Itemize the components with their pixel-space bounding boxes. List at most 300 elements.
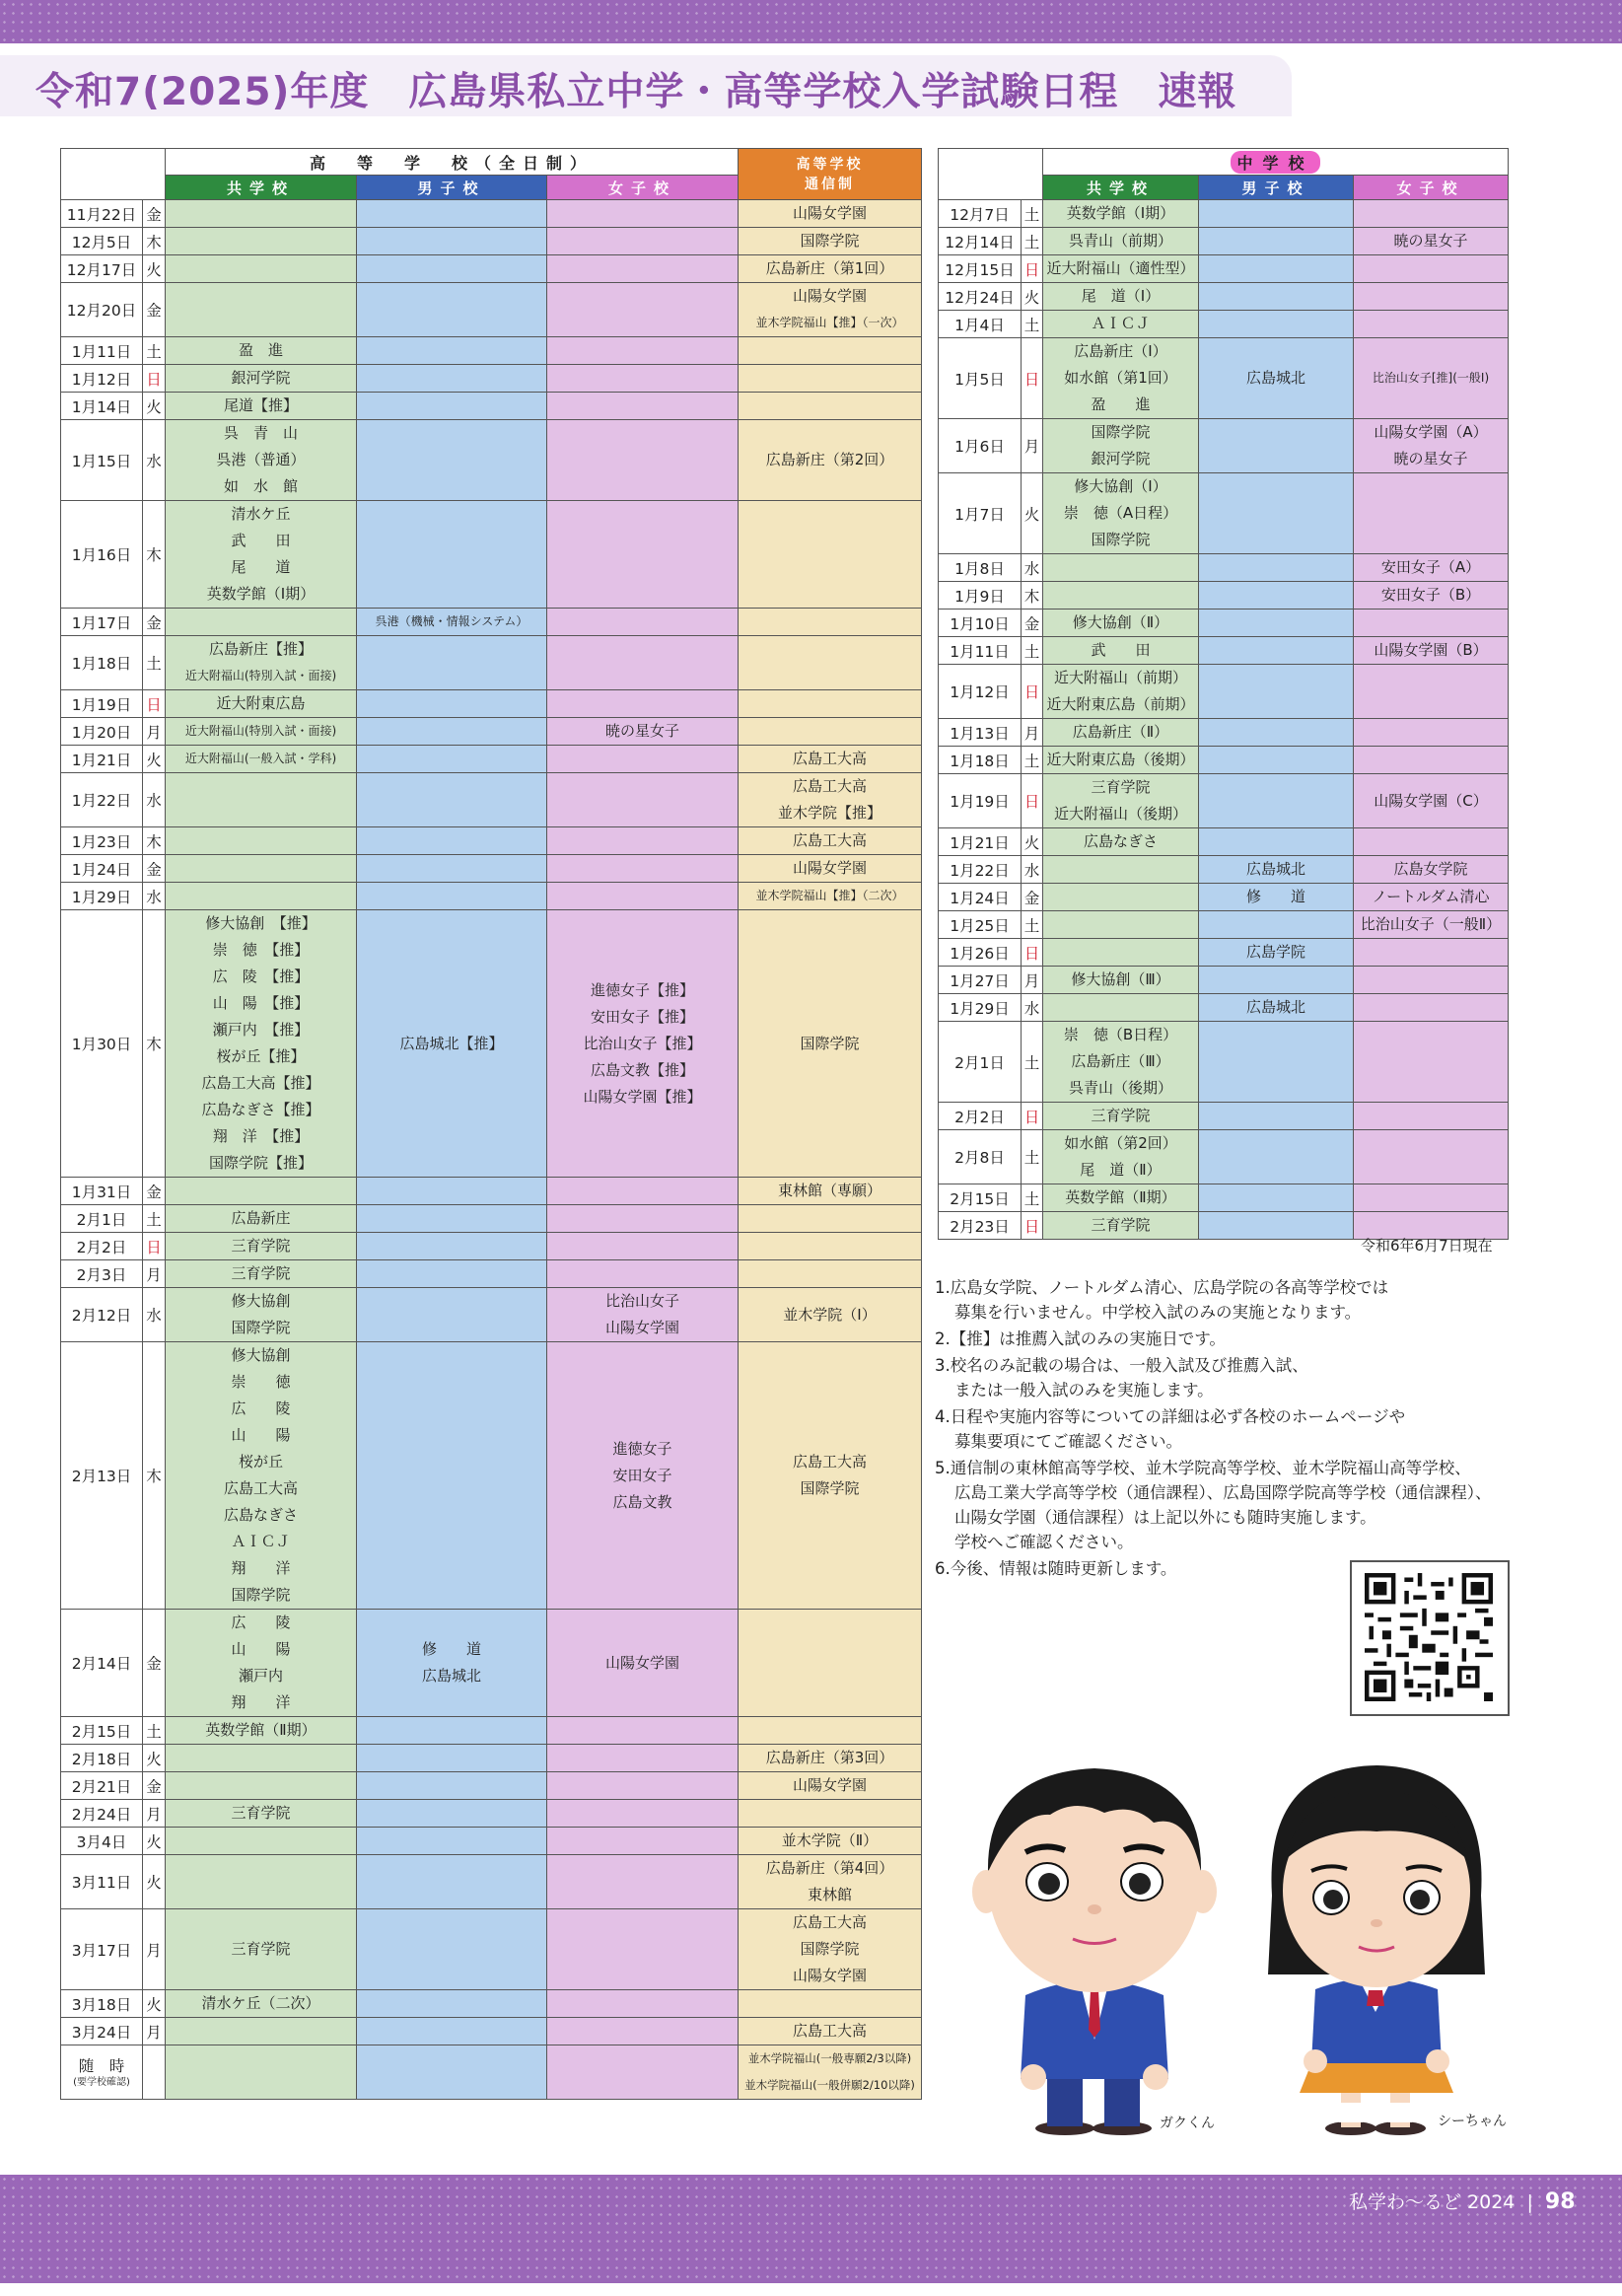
cell-coed [1043,828,1199,856]
weekday-cell: 月 [1022,719,1043,747]
date-label: 1月17日 [71,613,132,632]
date-label: 1月13日 [950,724,1010,743]
school-name: 修大協創 [231,1292,291,1310]
cell-boys [357,773,547,827]
weekday-cell: 金 [143,283,166,337]
school-name: 崇 徳 【推】 [212,941,310,959]
date-cell [939,554,1022,582]
school-name: 暁の星女子 [604,722,679,740]
cell-coed [166,690,357,718]
cell-girls [1354,774,1509,828]
cell-corr [739,827,922,855]
schedule-row [61,1205,922,1233]
date-cell [939,967,1022,994]
school-name: 広島城北【推】 [399,1034,504,1052]
school-name: 並木学院福山(一般専願2/3以降) [747,2051,912,2065]
cell-boys [357,420,547,501]
weekday-cell: 日 [1022,255,1043,283]
date-cell [61,420,143,501]
note-item [935,1353,1526,1402]
schedule-row [61,1745,922,1772]
school-name: 東林館 [807,1886,852,1903]
schedule-row [61,883,922,910]
weekday-cell: 木 [143,228,166,255]
jh-header-cell [1043,149,1509,176]
cell-coed [1043,582,1199,610]
cell-corr [739,1772,922,1800]
cell-coed [1043,637,1199,665]
cell-corr [739,2045,922,2100]
cell-boys [357,1855,547,1909]
date-label: 2月3日 [76,1265,127,1284]
cell-girls [1354,338,1509,419]
cell-boys [1199,747,1354,774]
cell-girls [1354,1130,1509,1184]
date-cell [939,828,1022,856]
cell-coed [1043,939,1199,967]
school-name: 銀河学院 [231,369,291,387]
cell-girls [547,2018,739,2045]
school-name: 広島新庄 [231,1209,291,1227]
school-name: 山 陽 【推】 [212,994,310,1012]
date-label: 1月18日 [71,655,132,673]
school-name: 並木学院（Ⅰ） [783,1305,877,1324]
weekday-cell: 土 [1022,1130,1043,1184]
school-name: 三育学院 [1091,778,1151,796]
note-line: 山陽女学園（通信課程）は上記以外にも随時実施します。 [954,1508,1376,1527]
weekday-cell: 金 [1022,884,1043,911]
school-name: 清水ケ丘（二次） [201,1994,320,2012]
schedule-row [61,773,922,827]
cell-boys [1199,1212,1354,1240]
school-name: 山 陽 [231,1640,291,1658]
schedule-row [61,1610,922,1717]
high-school-schedule-table [60,148,922,2100]
schedule-row [61,746,922,773]
cell-boys [1199,1184,1354,1212]
schedule-row [61,228,922,255]
cell-corr [739,2018,922,2045]
date-cell [61,1828,143,1855]
date-cell [939,637,1022,665]
date-cell [61,1855,143,1909]
date-cell [61,283,143,337]
cell-boys [357,283,547,337]
date-cell [939,473,1022,554]
cell-boys [357,1610,547,1717]
girl-character-name: シーちゃん [1438,2114,1507,2129]
cell-coed [166,910,357,1178]
note-item [935,1327,1526,1351]
date-cell [61,1610,143,1717]
school-name: 国際学院 [1091,423,1151,441]
cell-boys [357,690,547,718]
cell-girls [1354,228,1509,255]
cell-coed [166,1855,357,1909]
date-label: 1月7日 [954,505,1005,524]
weekday-cell: 日 [1022,1212,1043,1240]
schedule-row [61,609,922,636]
cell-boys [357,855,547,883]
date-cell [61,1205,143,1233]
date-label: 12月15日 [945,260,1015,279]
cell-boys [357,2045,547,2100]
cell-coed [166,1990,357,2018]
cell-coed [166,636,357,690]
cell-girls [547,1828,739,1855]
schedule-row [939,967,1509,994]
date-label: 1月25日 [950,916,1010,935]
cell-coed [166,1233,357,1260]
school-name: 山陽女学園 [792,287,867,305]
weekday-cell: 月 [143,2018,166,2045]
note-line: 6.今後、情報は随時更新します。 [935,1559,1177,1578]
cell-girls [1354,828,1509,856]
weekday-cell: 木 [143,910,166,1178]
date-label: 12月7日 [950,205,1010,224]
date-label: 1月9日 [954,587,1005,606]
date-cell [939,994,1022,1022]
schedule-row [939,747,1509,774]
schedule-row [61,1772,922,1800]
cell-boys [357,827,547,855]
cell-coed [1043,255,1199,283]
school-name: 国際学院 [800,1479,860,1497]
date-label: 1月8日 [954,559,1005,578]
school-name: 翔 洋 [231,1559,291,1577]
schedule-row [939,1103,1509,1130]
cell-girls [547,827,739,855]
cell-girls [547,1990,739,2018]
cell-girls [1354,255,1509,283]
cell-girls [1354,610,1509,637]
cell-girls [547,200,739,228]
cell-coed [166,255,357,283]
cell-corr [739,1178,922,1205]
cell-girls [547,1800,739,1828]
cell-corr [739,883,922,910]
school-name: 比治山女子【推】 [583,1034,702,1052]
cell-coed [166,718,357,746]
date-cell [939,228,1022,255]
cell-girls [547,718,739,746]
page-title: 令和7(2025)年度 広島県私立中学・高等学校入学試験日程 速報 [35,70,1237,114]
school-name: 広島工大高 [792,750,867,767]
cell-corr [739,365,922,393]
cell-girls [547,337,739,365]
school-name: 山陽女学園（C） [1374,791,1488,810]
weekday-cell: 火 [143,746,166,773]
cell-boys [357,200,547,228]
date-label: 3月11日 [71,1874,132,1892]
cell-girls [1354,1022,1509,1103]
date-cell [61,1288,143,1342]
cell-boys [357,1178,547,1205]
weekday-cell: 土 [143,1205,166,1233]
date-label: 3月18日 [71,1995,132,2014]
hs-table-body [61,200,922,2100]
weekday-cell: 火 [1022,283,1043,311]
schedule-row [939,994,1509,1022]
note-line: 学校へご確認ください。 [954,1533,1134,1551]
school-name: 国際学院 [1091,531,1151,548]
school-name: 安田女子（B） [1380,586,1481,604]
boy-character-name: ガクくん [1160,2116,1215,2131]
date-cell [939,884,1022,911]
school-name: 広島城北 [1245,369,1305,387]
cell-corr [739,501,922,609]
schedule-row [939,774,1509,828]
cell-boys [357,1205,547,1233]
cell-girls [547,1717,739,1745]
school-name: 英数学館（Ⅰ期） [1066,204,1175,222]
school-name: 山陽女学園 [792,1776,867,1794]
cell-coed [166,1828,357,1855]
cell-girls [547,690,739,718]
cell-coed [166,773,357,827]
date-cell [61,773,143,827]
cell-girls [547,1772,739,1800]
school-name: 桜が丘 [238,1453,283,1471]
weekday-cell: 月 [1022,419,1043,473]
jh-header-girls: 女子校 [1354,176,1509,200]
schedule-row [939,283,1509,311]
cell-girls [1354,884,1509,911]
cell-boys [1199,967,1354,994]
cell-corr [739,1717,922,1745]
footer: 私学わ〜るど 2024 | 98 [1349,2189,1576,2214]
weekday-cell: 日 [1022,939,1043,967]
date-label: 2月23日 [950,1217,1010,1236]
school-name: 広島なぎさ【推】 [201,1101,320,1118]
cell-boys [357,718,547,746]
weekday-cell: 水 [1022,856,1043,884]
school-name: 広島新庄（Ⅲ） [1071,1052,1170,1070]
date-label: 2月18日 [71,1750,132,1768]
cell-girls [547,365,739,393]
cell-boys [357,337,547,365]
school-name: 広 陵 【推】 [212,968,310,985]
school-name: 並木学院（Ⅱ） [781,1831,879,1849]
weekday-cell: 水 [1022,994,1043,1022]
date-cell [939,747,1022,774]
schedule-row [61,2045,922,2100]
school-name: 広島女学院 [1393,860,1468,878]
school-name: 広島新庄（第4回） [765,1859,894,1877]
schedule-row [61,1288,922,1342]
date-label: 3月24日 [71,2023,132,2042]
date-cell [61,1990,143,2018]
cell-girls [1354,419,1509,473]
cell-boys [357,1342,547,1610]
hs-header-fulltime: 高 等 学 校（全日制） [166,149,739,176]
school-name: 安田女子 [612,1466,672,1484]
school-name: 尾 道 [231,558,291,576]
schedule-row [61,855,922,883]
cell-boys [1199,884,1354,911]
date-cell [61,855,143,883]
school-name: 三育学院 [1091,1107,1151,1124]
school-name: 修 道 [421,1640,481,1658]
cell-coed [1043,1103,1199,1130]
school-name: 広島工大高 [792,2022,867,2040]
schedule-row [61,255,922,283]
cell-boys [1199,939,1354,967]
weekday-cell: 木 [143,827,166,855]
school-name: 暁の星女子 [1393,232,1468,250]
school-name: 広島城北 [1245,998,1305,1016]
date-cell [61,883,143,910]
cell-girls [547,1205,739,1233]
weekday-cell: 水 [143,420,166,501]
schedule-row [61,718,922,746]
date-cell [939,338,1022,419]
date-label: 2月15日 [950,1189,1010,1208]
top-decor-bar [0,0,1622,43]
weekday-cell: 木 [1022,582,1043,610]
weekday-cell: 日 [143,690,166,718]
date-cell [61,1717,143,1745]
school-name: 武 田 [231,532,291,549]
cell-corr [739,393,922,420]
cell-girls [547,393,739,420]
cell-corr [739,283,922,337]
cell-girls [1354,637,1509,665]
cell-boys [1199,582,1354,610]
school-name: 三育学院 [231,1804,291,1822]
school-name: 山陽女学園【推】 [583,1087,702,1106]
cell-girls [1354,311,1509,338]
schedule-row [61,1828,922,1855]
school-name: 修 道 [1245,888,1305,905]
cell-girls [1354,283,1509,311]
date-cell [61,228,143,255]
schedule-row [939,1130,1509,1184]
cell-boys [357,255,547,283]
weekday-cell: 土 [143,337,166,365]
hs-header-boys: 男子校 [357,176,547,200]
school-name: 広島城北 [1245,860,1305,878]
date-label: 12月14日 [945,233,1015,251]
date-label: 随 時 [78,2057,125,2075]
school-name: 呉港（機械・情報システム） [375,614,529,628]
date-cell [939,283,1022,311]
qr-code [1350,1560,1510,1716]
date-cell [939,856,1022,884]
cell-coed [1043,283,1199,311]
cell-corr [739,1233,922,1260]
cell-girls [1354,939,1509,967]
schedule-row [939,255,1509,283]
school-name: 広島文教【推】 [590,1060,694,1079]
hs-header-corr-line2: 通信制 [805,176,855,192]
school-name: 広島新庄（第2回） [765,451,894,468]
cell-boys [1199,473,1354,554]
cell-boys [1199,911,1354,939]
school-name: 盈 進 [238,341,283,359]
date-cell [939,311,1022,338]
weekday-cell: 金 [143,609,166,636]
date-label: 12月17日 [66,260,137,279]
schedule-row [61,365,922,393]
date-label: 2月2日 [954,1108,1005,1126]
cell-boys [357,1909,547,1990]
date-label: 1月22日 [950,861,1010,880]
cell-boys [357,1990,547,2018]
cell-coed [166,1800,357,1828]
cell-coed [1043,554,1199,582]
cell-boys [357,228,547,255]
cell-girls [547,1288,739,1342]
school-name: ノートルダム清心 [1372,888,1490,905]
date-label: 2月1日 [76,1210,127,1229]
schedule-row [939,582,1509,610]
cell-corr [739,773,922,827]
cell-coed [1043,884,1199,911]
date-label: 3月4日 [76,1832,127,1851]
schedule-row [61,827,922,855]
school-name: 進徳女子 [612,1439,672,1458]
page-number: 98 [1544,2189,1576,2214]
date-label: 2月15日 [71,1722,132,1741]
school-name: 山陽女学園 [792,204,867,222]
school-name: 広島工大高 [792,777,867,795]
cell-boys [1199,1022,1354,1103]
cell-coed [1043,338,1199,419]
cell-boys [357,365,547,393]
school-name: 国際学院【推】 [208,1154,313,1172]
school-name: 近大附福山(一般入試・学科) [184,752,337,765]
cell-boys [1199,665,1354,719]
school-name: 広 陵 [231,1399,291,1417]
schedule-row [61,690,922,718]
date-cell [939,1022,1022,1103]
cell-boys [357,501,547,609]
schedule-row [939,939,1509,967]
schedule-row [61,283,922,337]
school-name: 広島新庄【推】 [208,640,313,658]
schedule-row [61,1260,922,1288]
weekday-cell: 木 [143,501,166,609]
date-cell [61,255,143,283]
school-name: 近大附東広島 [216,694,306,712]
date-cell [61,1178,143,1205]
weekday-cell: 土 [1022,637,1043,665]
cell-corr [739,255,922,283]
school-name: 翔 洋 [231,1693,291,1711]
date-cell [61,1260,143,1288]
school-name: 国際学院 [800,1940,860,1958]
school-name: 山陽女学園 [792,1967,867,1984]
school-name: 近大附福山（適性型） [1046,259,1195,277]
date-label: 2月12日 [71,1307,132,1325]
date-label: 2月2日 [76,1238,127,1256]
cell-girls [547,1260,739,1288]
schedule-row [61,910,922,1178]
school-name: 東林館（専願） [777,1182,882,1199]
schedule-row [939,637,1509,665]
school-name: 英数学館（Ⅰ期） [206,585,316,603]
date-label: 1月12日 [950,683,1010,701]
cell-boys [1199,419,1354,473]
school-name: 近大附東広島（前期） [1046,695,1195,713]
date-cell [61,337,143,365]
cell-corr [739,1855,922,1909]
cell-coed [1043,994,1199,1022]
date-cell [939,911,1022,939]
cell-boys [1199,311,1354,338]
school-name: 三育学院 [231,1940,291,1958]
